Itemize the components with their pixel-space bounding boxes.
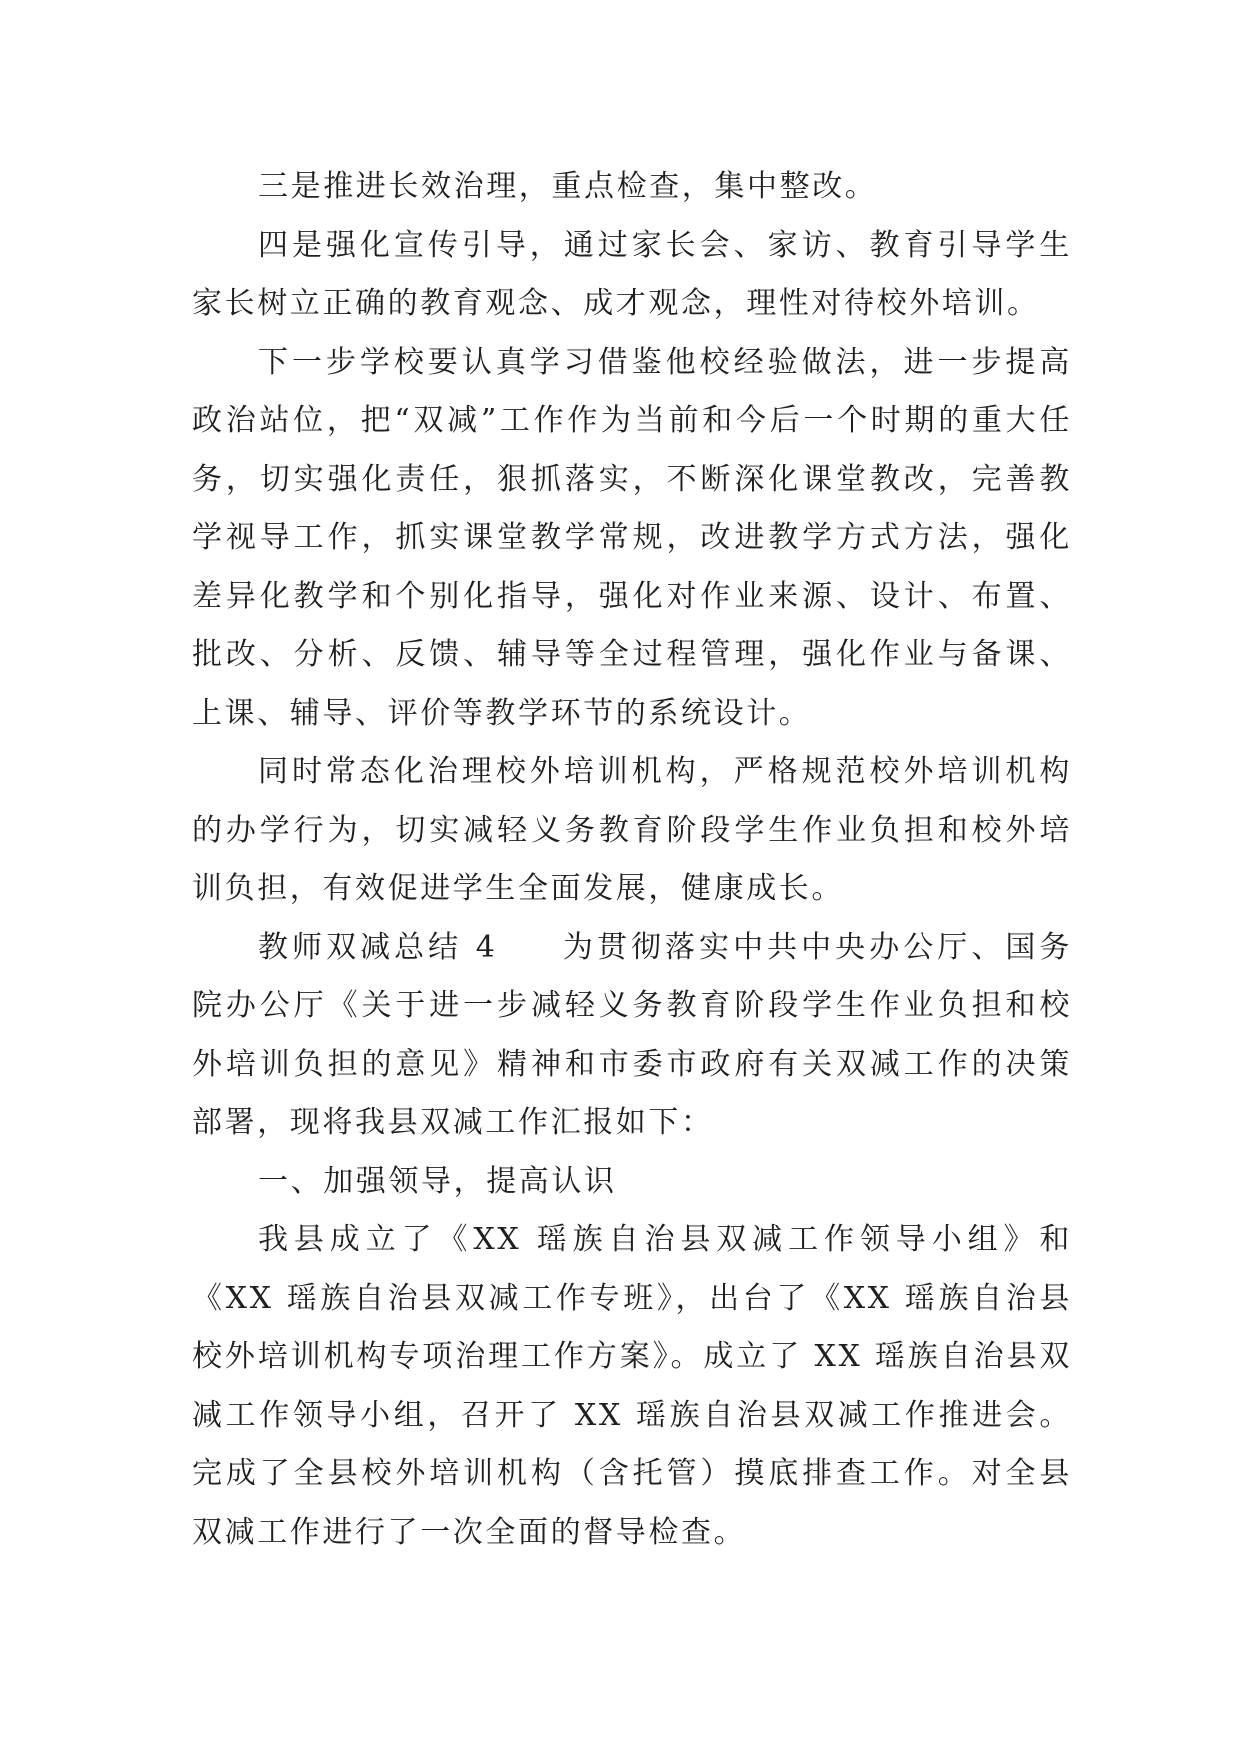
paragraph-publicity-guidance: 四是强化宣传引导，通过家长会、家访、教育引导学生家长树立正确的教育观念、成才观念，理性对待校外培训。 [192, 227, 1072, 321]
section-heading: 教师双减总结 4 [258, 929, 498, 965]
paragraph-off-campus-governance: 同时常态化治理校外培训机构，严格规范校外培训机构的办学行为，切实减轻义务教育阶段学生作业负担和校外培训负担，有效促进学生全面发展，健康成长。 [192, 754, 1072, 906]
section-paragraph [192, 919, 1072, 1153]
paragraph-next-steps: 下一步学校要认真学习借鉴他校经验做法，进一步提高政治站位，把“双减”工作作为当前和今后一个时期的重大任务，切实强化责任，狠抓落实，不断深化课堂教改，完善教学视导工作，抓实课堂教学常规，改进教学方式方法，强化差异化教学和个别化指导，强化对作业来源、设计、布置、批改、分析、反馈、辅导等全过程管理，强化作业与备课、上课、辅导、评价等教学环节的系统设计。 [192, 344, 1072, 731]
paragraph-long-term-governance: 三是推进长效治理，重点检查，集中整改。 [258, 169, 878, 204]
paragraph-county-actions: 我县成立了《XX 瑶族自治县双减工作领导小组》和《XX 瑶族自治县双减工作专班》，出台了《XX 瑶族自治县校外培训机构专项治理工作方案》。成立了 XX 瑶族自治县双减工作领导小组，召开了 XX 瑶族自治县双减工作推进会。完成了全县校外培训机构（含托管）摸底排查工作。对全县双减工作进行了一次全面的督导检查。 [192, 1222, 1072, 1550]
subheading-leadership: 一、加强领导，提高认识 [258, 1163, 617, 1199]
section-intro: 为贯彻落实中共中央办公厅、国务院办公厅《关于进一步减轻义务教育阶段学生作业负担和校外培训负担的意见》精神和市委市政府有关双减工作的决策部署，现将我县双减工作汇报如下： [192, 929, 1072, 1140]
document-body [192, 158, 1072, 1562]
